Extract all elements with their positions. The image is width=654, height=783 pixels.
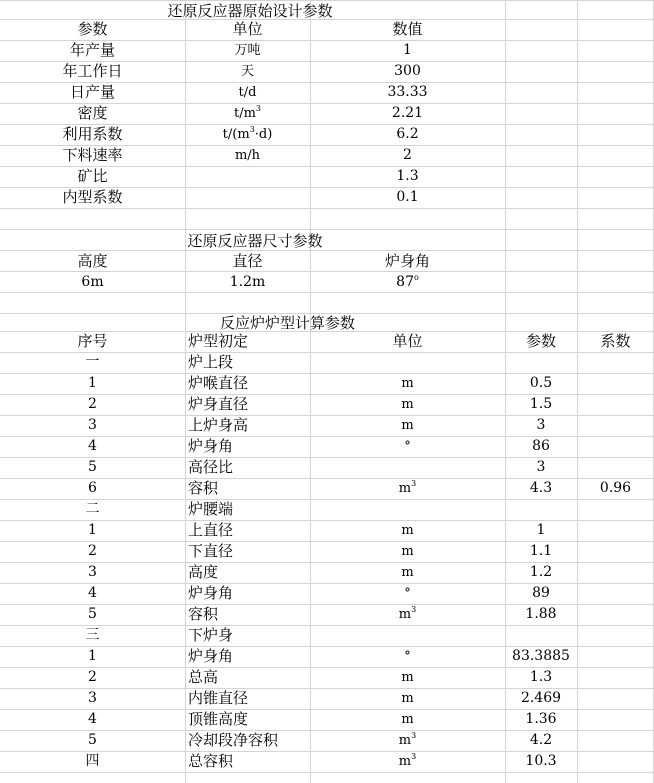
- s3-row-coef: [577, 583, 654, 604]
- s3-row-name: 容积: [188, 605, 219, 623]
- s3-row-unit: [310, 562, 505, 583]
- s3-row-param: 1.3: [529, 669, 553, 685]
- s1-value: 0.1: [396, 189, 419, 205]
- s3-header-coef: 系数: [600, 332, 631, 350]
- s2-header-height: 高度: [77, 252, 108, 270]
- s3-unit-sup: 3: [411, 605, 417, 614]
- s3-row-param: 1: [536, 522, 546, 538]
- s3-unit-text: m: [398, 481, 412, 496]
- s3-row-coef: [577, 457, 654, 478]
- s2-value-angle: [310, 272, 505, 293]
- s1-unit-sup: 3: [255, 104, 262, 113]
- grid-row-line: [0, 208, 654, 209]
- s3-unit-text: m: [398, 607, 412, 622]
- s3-row-no: 1: [88, 648, 97, 664]
- s1-value: 1.3: [396, 168, 419, 184]
- s3-row-unit: [310, 478, 505, 499]
- s3-row-param: 4.3: [529, 480, 553, 496]
- s3-unit-text: m: [401, 712, 414, 727]
- s3-row-param: 4.2: [529, 732, 553, 748]
- s1-value: 300: [394, 63, 421, 79]
- s3-unit-text: m: [398, 733, 412, 748]
- s1-unit-text: t/(m: [222, 127, 250, 142]
- s3-row-no: 4: [88, 711, 97, 727]
- s3-row-coef: [577, 436, 654, 457]
- s3-row-coef: [577, 415, 654, 436]
- s3-row-param: 83.3885: [512, 648, 570, 664]
- s3-row-unit: [310, 415, 505, 436]
- s1-unit-text: t/d: [238, 85, 257, 100]
- s2-value-height: 6m: [81, 274, 104, 290]
- s3-row-param: 1.5: [529, 396, 553, 412]
- s1-unit-text: m/h: [234, 148, 261, 163]
- s3-header-param: 参数: [525, 332, 556, 350]
- s3-row-unit: [310, 373, 505, 394]
- s1-value: 6.2: [396, 126, 419, 142]
- s3-row-no: 四: [85, 753, 100, 769]
- s3-row-no: 2: [88, 543, 97, 559]
- s3-row-no: 4: [88, 585, 97, 601]
- s2-angle-number: 87: [396, 274, 414, 290]
- s3-unit-text: m: [401, 670, 414, 685]
- s3-row-no: 2: [88, 669, 97, 685]
- s3-row-name: 总高: [188, 668, 219, 686]
- s1-param-name: 密度: [77, 104, 108, 122]
- s3-row-unit: [310, 730, 505, 751]
- s3-row-no: 5: [88, 732, 97, 748]
- s1-param-name: 下料速率: [62, 146, 123, 164]
- s3-row-param: [505, 625, 577, 646]
- s3-row-param: 1.1: [529, 543, 553, 559]
- s3-row-coef: [577, 646, 654, 667]
- s3-row-coef: [577, 730, 654, 751]
- s3-unit-text: m: [401, 565, 414, 580]
- s3-row-name: 内锥直径: [188, 689, 249, 707]
- s3-row-unit: [310, 751, 505, 772]
- s1-unit: [185, 82, 310, 103]
- s3-unit-text: m: [401, 523, 414, 538]
- s3-unit-text: m: [401, 691, 414, 706]
- s3-row-param: [505, 499, 577, 520]
- s3-row-no: 6: [88, 480, 97, 496]
- s3-row-coef: [577, 352, 654, 373]
- s3-unit-text: °: [404, 439, 411, 454]
- section2-title: 还原反应器尺寸参数: [187, 232, 323, 250]
- s3-unit-sup: 3: [411, 479, 417, 488]
- s3-row-no: 1: [88, 375, 97, 391]
- s3-header-no: 序号: [77, 332, 108, 350]
- s3-row-name: 上炉身高: [188, 416, 249, 434]
- s3-row-no: 2: [88, 396, 97, 412]
- s2-header-diameter: 直径: [232, 252, 263, 270]
- s3-unit-text: m: [401, 376, 414, 391]
- s3-row-no: 5: [88, 606, 97, 622]
- s3-row-coef: [577, 373, 654, 394]
- s1-unit: [185, 124, 310, 145]
- s3-row-name: 炉上段: [188, 353, 234, 371]
- s3-header-unit: 单位: [392, 332, 423, 350]
- s3-row-no: 1: [88, 522, 97, 538]
- s1-value: 33.33: [387, 84, 428, 100]
- s3-row-unit: [310, 688, 505, 709]
- s3-unit-text: m: [401, 397, 414, 412]
- s3-row-name: 总容积: [188, 752, 234, 770]
- s3-row-coef: [577, 688, 654, 709]
- s3-row-no: 5: [88, 459, 97, 475]
- s3-row-unit: [310, 583, 505, 604]
- s1-header-param: 参数: [77, 20, 108, 38]
- s3-row-unit: [310, 667, 505, 688]
- s3-row-param: 2.469: [520, 690, 562, 706]
- s3-row-unit: [310, 541, 505, 562]
- s1-unit-text: 天: [240, 64, 254, 79]
- section1-title: 还原反应器原始设计参数: [167, 2, 333, 20]
- s3-row-name: 炉身角: [188, 437, 234, 455]
- s3-row-param: 1.36: [525, 711, 557, 727]
- s1-unit: [185, 103, 310, 124]
- s3-row-unit: [310, 625, 505, 646]
- s3-row-coef: [577, 562, 654, 583]
- s3-row-name: 冷却段净容积: [188, 731, 279, 749]
- s3-row-name: 下直径: [188, 542, 234, 560]
- s3-row-no: 三: [85, 627, 100, 643]
- s3-row-param: 86: [532, 438, 550, 454]
- s2-angle-degree: o: [414, 273, 419, 282]
- grid-row-line: [0, 229, 654, 230]
- s1-unit-text: 万吨: [234, 43, 261, 58]
- s3-header-name: 炉型初定: [188, 332, 249, 350]
- s3-row-name: 高度: [188, 563, 219, 581]
- s3-row-no: 4: [88, 438, 97, 454]
- s3-row-name: 炉腰端: [188, 500, 234, 518]
- s3-row-name: 上直径: [188, 521, 234, 539]
- s3-row-name: 下炉身: [188, 626, 234, 644]
- s1-param-name: 年工作日: [62, 62, 123, 80]
- s1-unit-sup: 3: [249, 125, 255, 134]
- s1-unit: [185, 61, 310, 82]
- s3-row-no: 3: [88, 564, 97, 580]
- s2-header-angle: 炉身角: [384, 252, 430, 270]
- s3-row-unit: [310, 352, 505, 373]
- s3-row-name: 高径比: [188, 458, 234, 476]
- s3-row-coef: [577, 667, 654, 688]
- s3-row-unit: [310, 709, 505, 730]
- s3-row-no: 3: [88, 417, 97, 433]
- s3-row-unit: [310, 394, 505, 415]
- s3-row-unit: [310, 499, 505, 520]
- s3-row-unit: [310, 436, 505, 457]
- s1-unit-text: t/m: [233, 106, 256, 121]
- s1-unit-post: ·d): [254, 127, 273, 142]
- s3-row-name: 炉身角: [188, 647, 234, 665]
- s1-param-name: 内型系数: [62, 188, 123, 206]
- s3-row-coef: [577, 394, 654, 415]
- s3-row-param: 3: [536, 417, 546, 433]
- s3-unit-text: m: [398, 754, 412, 769]
- s1-unit: [185, 187, 310, 208]
- s3-row-param: 1.2: [529, 564, 553, 580]
- s3-row-param: [505, 352, 577, 373]
- s3-row-name: 容积: [188, 479, 219, 497]
- s3-unit-text: °: [404, 649, 411, 664]
- s3-row-unit: [310, 457, 505, 478]
- s3-row-param: 0.5: [529, 375, 553, 391]
- s3-unit-text: m: [401, 544, 414, 559]
- s3-row-param: 3: [536, 459, 546, 475]
- s3-unit-sup: 3: [411, 731, 417, 740]
- s3-row-param: 89: [532, 585, 550, 601]
- s1-param-name: 日产量: [69, 83, 115, 101]
- s1-unit: [185, 166, 310, 187]
- s3-row-coef: [577, 541, 654, 562]
- s3-row-unit: [310, 520, 505, 541]
- s3-unit-sup: 3: [411, 752, 417, 761]
- s3-row-coef: [577, 625, 654, 646]
- s1-header-value: 数值: [392, 20, 423, 38]
- s3-unit-text: m: [401, 418, 414, 433]
- s3-row-unit: [310, 604, 505, 625]
- s1-value: 2: [403, 147, 412, 163]
- s3-row-param: 1.88: [525, 606, 557, 622]
- s1-value: 2.21: [391, 105, 424, 121]
- s3-row-coef: [577, 499, 654, 520]
- s3-row-coef: [577, 604, 654, 625]
- s1-param-name: 年产量: [69, 41, 115, 59]
- s1-param-name: 矿比: [77, 167, 108, 185]
- grid-row-line: [0, 772, 654, 773]
- s3-row-coef: 0.96: [599, 480, 632, 496]
- s1-unit: [185, 40, 310, 61]
- s3-row-name: 炉身角: [188, 584, 234, 602]
- s3-row-no: 一: [85, 354, 100, 370]
- section3-title: 反应炉炉型计算参数: [219, 314, 355, 332]
- s3-row-no: 二: [85, 501, 100, 517]
- s3-row-name: 炉喉直径: [188, 374, 249, 392]
- s3-row-coef: [577, 751, 654, 772]
- s3-row-param: 10.3: [525, 753, 557, 769]
- s3-unit-text: °: [404, 586, 411, 601]
- s3-row-coef: [577, 709, 654, 730]
- s3-row-name: 顶锥高度: [188, 710, 249, 728]
- s3-row-name: 炉身直径: [188, 395, 249, 413]
- s3-row-coef: [577, 520, 654, 541]
- s3-row-no: 3: [88, 690, 97, 706]
- s2-value-diameter: 1.2m: [229, 274, 266, 290]
- s3-row-unit: [310, 646, 505, 667]
- s1-param-name: 利用系数: [62, 125, 123, 143]
- s1-header-unit: 单位: [232, 20, 263, 38]
- s1-value: 1: [403, 42, 412, 58]
- s1-unit: [185, 145, 310, 166]
